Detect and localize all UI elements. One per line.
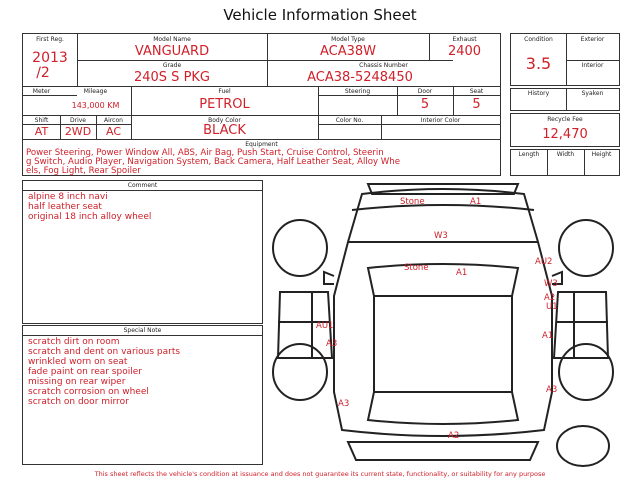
interior-label: Interior	[581, 62, 604, 69]
diagram-mark: W3	[434, 231, 448, 241]
chassis-value: ACA38-5248450	[307, 70, 413, 85]
condition-box	[510, 33, 620, 86]
first-reg-month: /2	[36, 65, 50, 81]
body-color-value: BLACK	[203, 123, 246, 138]
diagram-mark: A3	[546, 385, 558, 395]
special-note-line: wrinkled worn on seat	[28, 357, 128, 367]
door-label: Door	[417, 88, 433, 95]
special-note-list	[28, 337, 180, 407]
model-name-label: Model Name	[153, 36, 191, 43]
special-note-line: scratch corrosion on wheel	[28, 387, 149, 397]
roof-outline	[334, 189, 552, 436]
seat-label: Seat	[469, 88, 484, 95]
special-note-line: missing on rear wiper	[28, 377, 126, 387]
special-note-box	[22, 325, 263, 465]
height-label: Height	[591, 151, 612, 158]
comment-box	[22, 180, 263, 324]
front-right-wheel	[559, 220, 613, 276]
special-note-line: fade paint on rear spoiler	[28, 367, 142, 377]
vehicle-info-table	[22, 33, 501, 176]
drive-value: 2WD	[64, 125, 92, 138]
shift-value: AT	[34, 125, 49, 138]
equipment-list	[26, 149, 400, 176]
car-condition-diagram	[268, 180, 618, 470]
condition-score: 3.5	[525, 54, 552, 73]
chassis-label: Chassis Number	[359, 62, 408, 69]
special-note-line: scratch on door mirror	[28, 397, 129, 407]
width-label: Width	[556, 151, 575, 158]
exterior-label: Exterior	[580, 36, 605, 43]
seat-value: 5	[472, 97, 481, 112]
special-note-line: scratch and dent on various parts	[28, 347, 181, 357]
comment-line: half leather seat	[28, 202, 102, 212]
diagram-mark: AU1	[316, 321, 334, 331]
shift-label: Shift	[34, 117, 49, 124]
special-note-label: Special Note	[123, 327, 162, 334]
disclaimer-footer: This sheet reflects the vehicle's condition at issuance and does not guarantee its current state, functionality, or suitability for any purpose	[94, 470, 546, 478]
grade-label: Grade	[162, 62, 182, 69]
diagram-mark: U1	[546, 302, 558, 312]
condition-label: Condition	[524, 36, 553, 43]
history-label: History	[527, 90, 550, 97]
model-type-label: Model Type	[331, 36, 365, 43]
front-left-wheel	[273, 220, 327, 276]
spare-wheel	[557, 426, 609, 466]
diagram-mark: A3	[338, 399, 350, 409]
equipment-line: g Switch, Audio Player, Navigation System, Back Camera, Half Leather Seat, Alloy Whe	[26, 157, 401, 167]
diagram-mark: A1	[456, 268, 468, 278]
syaken-label: Syaken	[581, 90, 604, 97]
recycle-box	[510, 113, 620, 147]
exhaust-label: Exhaust	[452, 36, 477, 43]
recycle-fee-value: 12,470	[542, 127, 588, 142]
model-name-value: VANGUARD	[134, 44, 210, 59]
first-reg-year: 2013	[32, 50, 68, 66]
diagram-mark: A2	[448, 431, 460, 441]
damage-marks	[316, 197, 558, 441]
fuel-value: PETROL	[199, 97, 250, 112]
exhaust-value: 2400	[447, 44, 482, 59]
model-type-value: ACA38W	[319, 44, 377, 59]
grade-value: 240S S PKG	[133, 70, 211, 85]
diagram-mark: A2	[544, 293, 556, 303]
length-label: Length	[518, 151, 540, 158]
dimensions-box	[510, 149, 620, 176]
fuel-label: Fuel	[218, 88, 231, 95]
diagram-mark: Stone	[400, 197, 425, 207]
diagram-mark: A3	[326, 339, 338, 349]
recycle-label: Recycle Fee	[547, 116, 583, 123]
body-color-label: Body Color	[208, 117, 241, 124]
rear-left-wheel	[273, 344, 327, 400]
comment-list	[28, 192, 151, 222]
diagram-mark: W3	[544, 279, 558, 289]
door-value: 5	[420, 97, 430, 112]
first-reg-label: First Reg.	[36, 36, 64, 43]
aircon-value: AC	[105, 125, 121, 138]
history-box	[510, 88, 620, 111]
comment-line: original 18 inch alloy wheel	[28, 212, 152, 222]
diagram-mark: AU2	[535, 257, 553, 267]
diagram-mark: Stone	[404, 263, 429, 273]
sheet-title: Vehicle Information Sheet	[223, 6, 417, 24]
mileage-value: 143,000 KM	[71, 101, 120, 110]
mileage-label: Mileage	[83, 88, 108, 95]
rear-right-wheel	[559, 344, 613, 400]
comment-line: alpine 8 inch navi	[28, 192, 108, 202]
drive-label: Drive	[70, 117, 86, 124]
diagram-mark: A1	[542, 331, 554, 341]
color-no-label: Color No.	[335, 117, 364, 124]
special-note-line: scratch dirt on room	[28, 337, 120, 347]
comment-label: Comment	[127, 182, 158, 189]
steering-label: Steering	[344, 88, 371, 95]
equipment-label: Equipment	[245, 141, 278, 148]
equipment-line: Power Steering, Power Window All, ABS, Air Bag, Push Start, Cruise Control, Steerin	[26, 148, 384, 158]
equipment-line: els, Fog Light, Rear Spoiler	[26, 166, 141, 176]
diagram-mark: A1	[470, 197, 482, 207]
meter-label: Meter	[32, 88, 51, 95]
interior-color-label: Interior Color	[420, 117, 461, 124]
aircon-label: Aircon	[104, 117, 123, 124]
